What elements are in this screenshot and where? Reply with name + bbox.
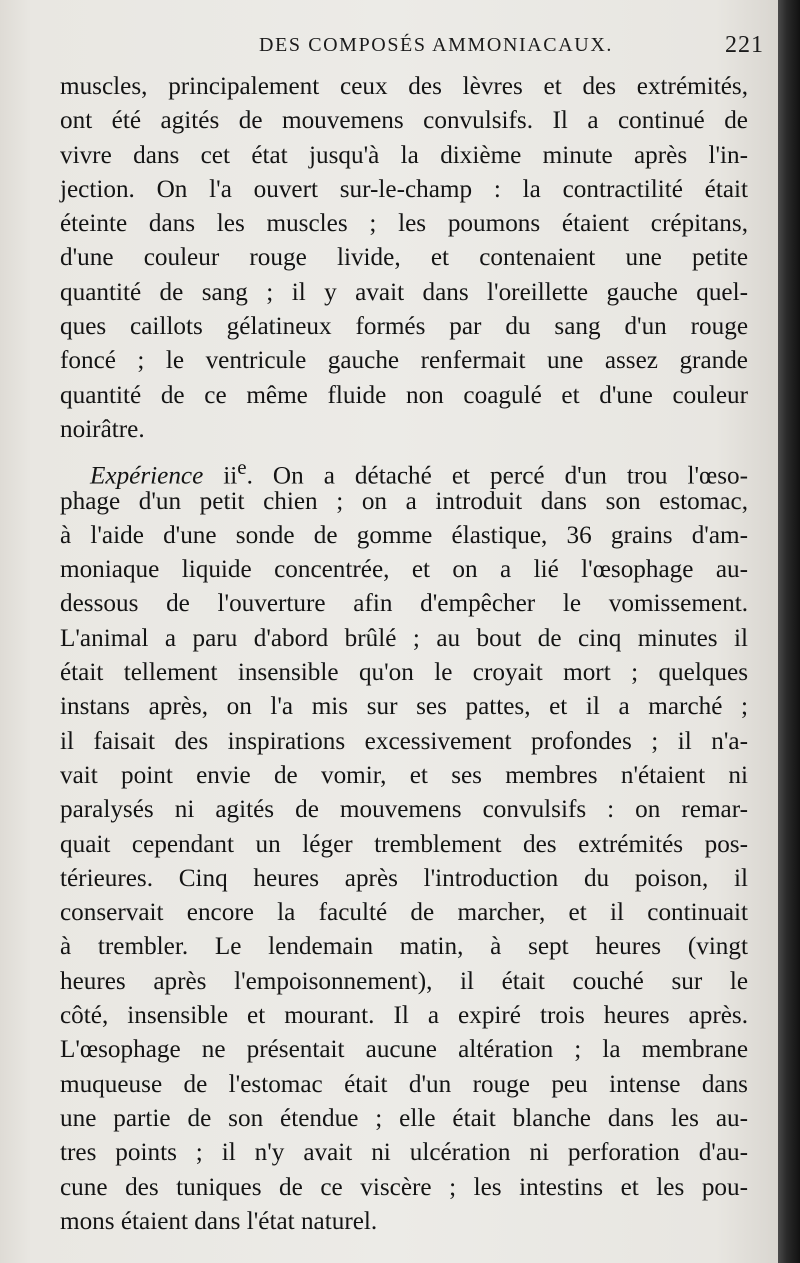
text-line: mons étaient dans l'état naturel.: [60, 1207, 378, 1235]
text-line: ques caillots gélatineux formés par du sang d'un rouge: [60, 313, 748, 341]
text-line: quait cependant un léger tremblement des extrémités pos-: [60, 830, 748, 858]
text-line: était tellement insensible qu'on le croyait mort ; quelques: [60, 659, 748, 687]
text-line: d'une couleur rouge livide, et contenaient une petite: [60, 244, 748, 272]
text-line: vait point envie de vomir, et ses membres n'étaient ni: [60, 761, 748, 789]
experiment-label: Expérience: [90, 462, 204, 490]
text-line: dessous de l'ouverture afin d'empêcher le vomissement.: [60, 590, 748, 618]
text-line: L'animal a paru d'abord brûlé ; au bout de cinq minutes il: [60, 624, 748, 652]
experiment-number-suffix: e: [237, 455, 247, 480]
text-line: conservait encore la faculté de marcher, et il continuait: [60, 899, 748, 927]
text-line: heures après l'empoisonnement), il était couché sur le: [60, 967, 748, 995]
text-line: muqueuse de l'estomac était d'un rouge peu intense dans: [60, 1070, 748, 1098]
experiment-first-line: . On a détaché et percé d'un trou l'œso-: [246, 462, 748, 490]
text-line: éteinte dans les muscles ; les poumons étaient crépitans,: [60, 210, 748, 238]
text-line: ont été agités de mouvemens convulsifs. Il a continué de: [60, 107, 748, 135]
text-line: L'œsophage ne présentait aucune altération ; la membrane: [60, 1036, 748, 1064]
experiment-heading-line: [60, 450, 748, 490]
text-line: une partie de son étendue ; elle était blanche dans les au-: [60, 1104, 748, 1132]
text-line: jection. On l'a ouvert sur-le-champ : la contractilité était: [60, 175, 748, 203]
text-line: foncé ; le ventricule gauche renfermait une assez grande: [60, 347, 748, 375]
text-line: tres points ; il n'y avait ni ulcération ni perforation d'au-: [60, 1139, 748, 1167]
experiment-number: ii: [223, 462, 238, 490]
text-line: côté, insensible et mourant. Il a expiré trois heures après.: [60, 1002, 748, 1030]
body-text: [60, 70, 748, 1239]
text-line: muscles, principalement ceux des lèvres et des extrémités,: [60, 73, 748, 100]
page-header: [60, 34, 772, 70]
text-line: moniaque liquide concentrée, et on a lié l'œsophage au-: [60, 556, 748, 584]
page-edge-shadow: [778, 0, 800, 1263]
text-line: phage d'un petit chien ; on a introduit dans son estomac,: [60, 487, 748, 515]
page-number: 221: [725, 32, 764, 58]
text-line: quantité de ce même fluide non coagulé et d'une couleur: [60, 381, 748, 409]
text-line: paralysés ni agités de mouvemens convulsifs : on remar-: [60, 796, 748, 824]
text-line: à l'aide d'une sonde de gomme élastique, 36 grains d'am-: [60, 521, 748, 549]
text-line: cune des tuniques de ce viscère ; les intestins et les pou-: [60, 1173, 748, 1201]
text-line: instans après, on l'a mis sur ses pattes, et il a marché ;: [60, 693, 748, 721]
text-line: vivre dans cet état jusqu'à la dixième minute après l'in-: [60, 141, 748, 169]
text-line: à trembler. Le lendemain matin, à sept heures (vingt: [60, 933, 748, 961]
running-head: DES COMPOSÉS AMMONIACAUX.: [259, 34, 613, 56]
text-line: noirâtre.: [60, 415, 145, 443]
text-line: quantité de sang ; il y avait dans l'oreillette gauche quel-: [60, 278, 748, 306]
text-line: il faisait des inspirations excessivement profondes ; il n'a-: [60, 727, 748, 755]
text-line: térieures. Cinq heures après l'introduction du poison, il: [60, 864, 748, 892]
